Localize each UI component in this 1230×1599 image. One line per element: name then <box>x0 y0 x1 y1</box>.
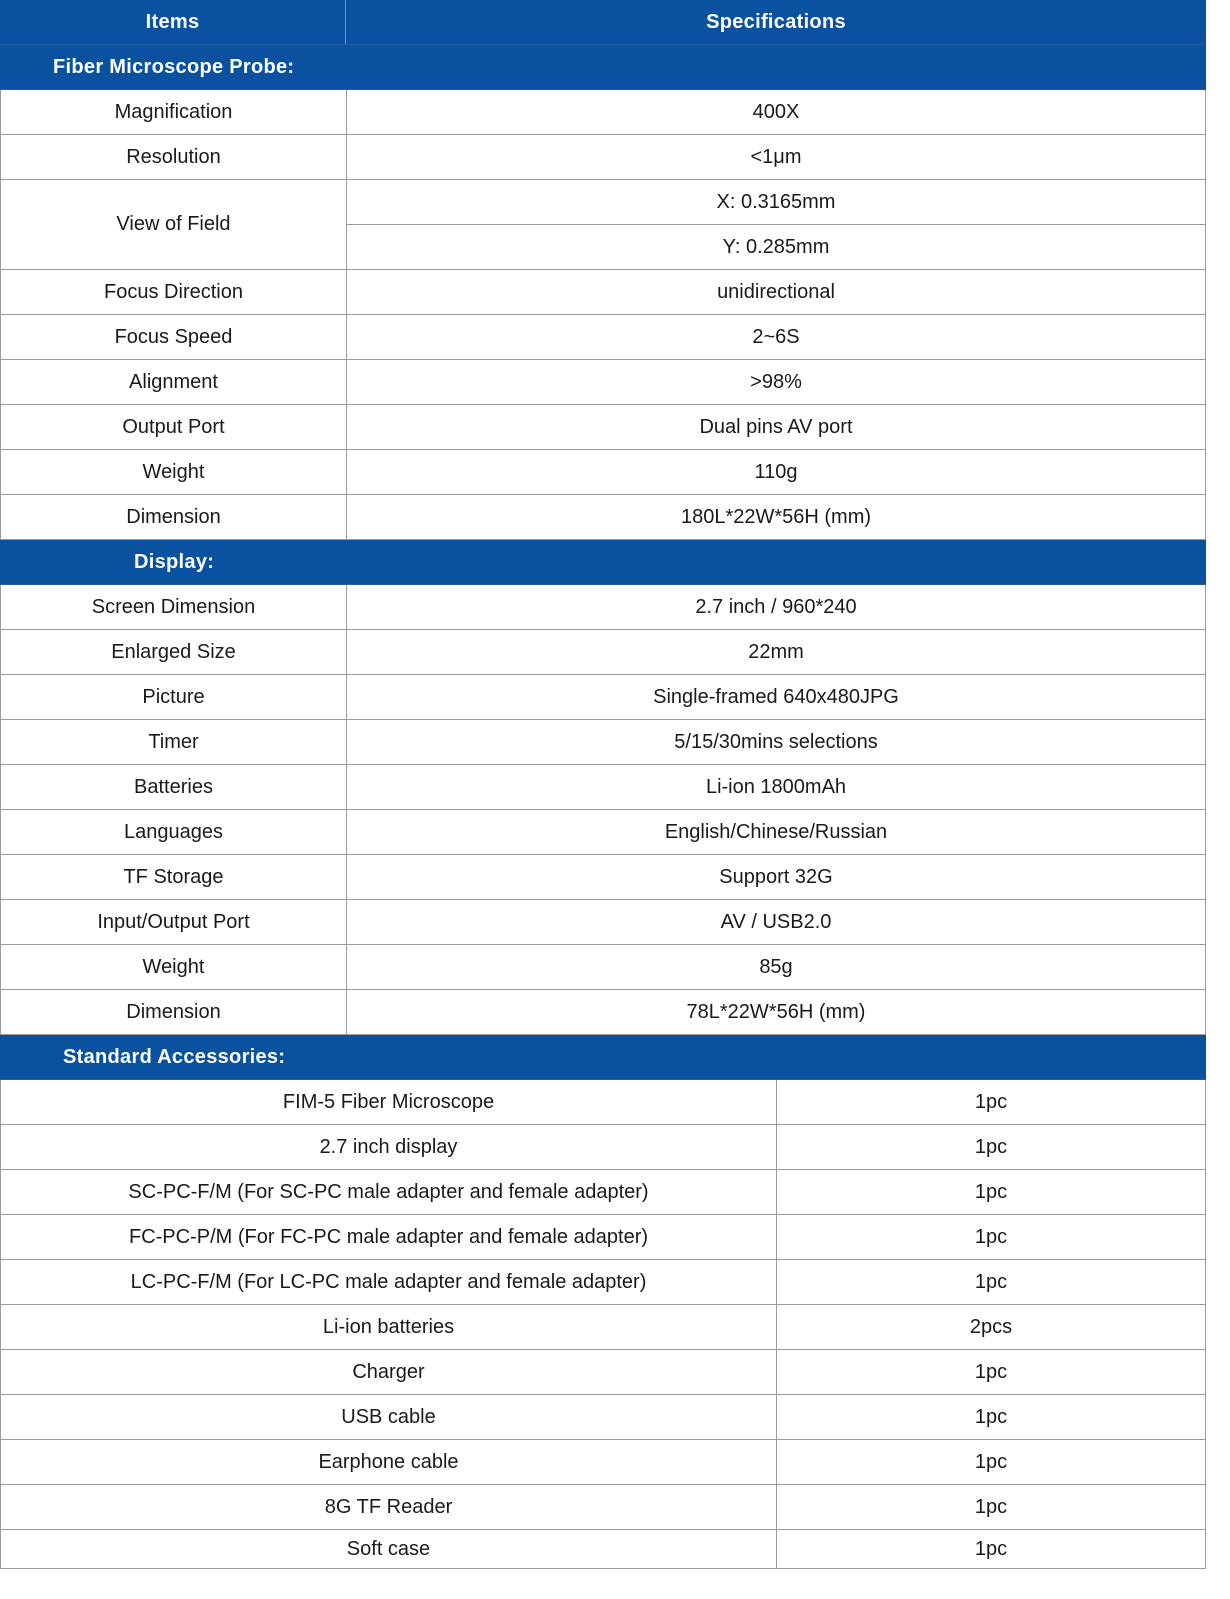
spec-cell: unidirectional <box>717 280 835 303</box>
item-cell: Output Port <box>1 405 347 449</box>
accessory-qty-cell: 1pc <box>974 1225 1008 1248</box>
item-cell: Picture <box>1 675 347 719</box>
spec-cell: 85g <box>759 955 793 978</box>
spec-cell: <1μm <box>750 145 802 168</box>
accessory-item-cell: Earphone cable <box>1 1440 777 1484</box>
section-display-title: Display: <box>134 550 215 573</box>
accessory-item-cell: Li-ion batteries <box>1 1305 777 1349</box>
table-row <box>0 1125 1206 1170</box>
accessory-qty-cell: 2pcs <box>969 1315 1013 1338</box>
table-row <box>0 90 1206 135</box>
item-cell: Weight <box>1 945 347 989</box>
table-row <box>0 495 1206 540</box>
table-row <box>0 945 1206 990</box>
spec-cell: 2.7 inch / 960*240 <box>695 595 857 618</box>
table-row <box>0 720 1206 765</box>
table-row <box>0 1215 1206 1260</box>
table-row <box>0 855 1206 900</box>
table-row <box>0 630 1206 675</box>
item-cell: Weight <box>1 450 347 494</box>
section-accessories-header <box>0 1035 1206 1080</box>
item-cell: Timer <box>1 720 347 764</box>
table-row <box>0 1170 1206 1215</box>
item-cell: View of Field <box>1 180 347 269</box>
table-row <box>0 900 1206 945</box>
accessory-qty-cell: 1pc <box>974 1405 1008 1428</box>
table-row <box>0 1305 1206 1350</box>
table-row <box>0 1260 1206 1305</box>
table-row <box>0 1440 1206 1485</box>
table-header-row <box>0 0 1206 45</box>
item-cell: Focus Direction <box>1 270 347 314</box>
accessory-item-cell: FIM-5 Fiber Microscope <box>1 1080 777 1124</box>
table-row <box>0 315 1206 360</box>
table-row <box>0 765 1206 810</box>
table-row <box>0 1530 1206 1569</box>
accessory-qty-cell: 1pc <box>974 1180 1008 1203</box>
spec-cell: Support 32G <box>719 865 833 888</box>
spec-cell: 22mm <box>748 640 804 663</box>
item-cell: Batteries <box>1 765 347 809</box>
item-cell: Enlarged Size <box>1 630 347 674</box>
header-specifications: Specifications <box>706 10 846 33</box>
spec-cell: English/Chinese/Russian <box>664 820 888 843</box>
table-row <box>0 450 1206 495</box>
table-row <box>0 675 1206 720</box>
spec-cell: 78L*22W*56H (mm) <box>686 1000 866 1023</box>
item-cell: Alignment <box>1 360 347 404</box>
spec-cell: 180L*22W*56H (mm) <box>680 505 872 528</box>
item-cell: Languages <box>1 810 347 854</box>
spec-cell: 400X <box>752 100 800 123</box>
spec-cell: 110g <box>754 460 798 483</box>
spec-cell: Single-framed 640x480JPG <box>653 685 899 708</box>
item-cell: Dimension <box>1 990 347 1034</box>
accessory-item-cell: Soft case <box>1 1530 777 1568</box>
spec-cell: 2~6S <box>752 325 800 348</box>
spec-cell: AV / USB2.0 <box>720 910 832 933</box>
table-row <box>0 360 1206 405</box>
table-row <box>0 810 1206 855</box>
accessory-qty-cell: 1pc <box>974 1135 1008 1158</box>
accessory-qty-cell: 1pc <box>974 1090 1008 1113</box>
section-probe-title: Fiber Microscope Probe: <box>53 55 295 78</box>
table-row <box>0 1350 1206 1395</box>
spec-cell-y: Y: 0.285mm <box>722 235 830 258</box>
spec-cell: 5/15/30mins selections <box>674 730 878 753</box>
section-display-header <box>0 540 1206 585</box>
accessory-qty-cell: 1pc <box>974 1537 1008 1560</box>
item-cell: Input/Output Port <box>1 900 347 944</box>
table-row <box>0 405 1206 450</box>
spec-cell: >98% <box>750 370 802 393</box>
accessory-item-cell: SC-PC-F/M (For SC-PC male adapter and female adapter) <box>1 1170 777 1214</box>
item-cell: TF Storage <box>1 855 347 899</box>
table-row <box>0 1395 1206 1440</box>
accessory-item-cell: LC-PC-F/M (For LC-PC male adapter and female adapter) <box>1 1260 777 1304</box>
item-cell: Screen Dimension <box>1 585 347 629</box>
accessory-qty-cell: 1pc <box>974 1495 1008 1518</box>
accessory-qty-cell: 1pc <box>974 1450 1008 1473</box>
accessory-qty-cell: 1pc <box>974 1360 1008 1383</box>
accessory-item-cell: 2.7 inch display <box>1 1125 777 1169</box>
table-row <box>0 990 1206 1035</box>
spec-cell-x: X: 0.3165mm <box>347 180 1205 225</box>
accessory-item-cell: Charger <box>1 1350 777 1394</box>
table-row <box>0 1080 1206 1125</box>
table-row <box>0 1485 1206 1530</box>
table-row <box>0 585 1206 630</box>
accessory-item-cell: 8G TF Reader <box>1 1485 777 1529</box>
spec-cell: Dual pins AV port <box>699 415 853 438</box>
item-cell: Dimension <box>1 495 347 539</box>
view-of-field-row <box>0 180 1206 270</box>
item-cell: Magnification <box>1 90 347 134</box>
section-probe-header <box>0 45 1206 90</box>
item-cell: Resolution <box>1 135 347 179</box>
accessory-qty-cell: 1pc <box>974 1270 1008 1293</box>
accessory-item-cell: FC-PC-P/M (For FC-PC male adapter and female adapter) <box>1 1215 777 1259</box>
table-row <box>0 135 1206 180</box>
view-of-field-values <box>347 180 1205 269</box>
section-accessories-title: Standard Accessories: <box>63 1045 286 1068</box>
accessory-item-cell: USB cable <box>1 1395 777 1439</box>
table-row <box>0 270 1206 315</box>
spec-cell: Li-ion 1800mAh <box>705 775 847 798</box>
header-items: Items <box>0 0 346 44</box>
item-cell: Focus Speed <box>1 315 347 359</box>
